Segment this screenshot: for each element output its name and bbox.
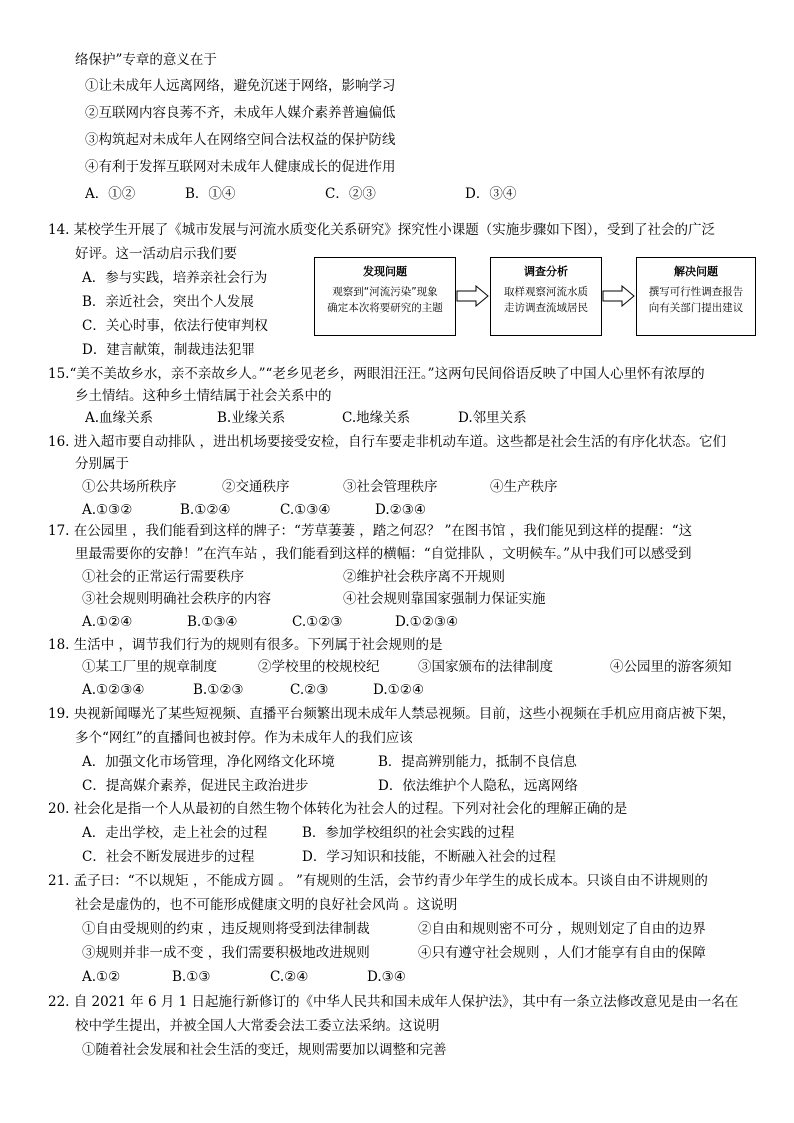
flow-box-line: 走访调查流域居民 <box>504 302 588 314</box>
flow-box-title: 调查分析 <box>524 265 568 278</box>
flow-arrow-icon <box>456 285 490 307</box>
q14-option-d: D．建言献策，制裁违法犯罪 <box>82 342 255 358</box>
q21-answer-b: B.①③ <box>172 969 211 985</box>
q18-option-2: ②学校里的校规校纪 <box>258 659 380 675</box>
q16-stem-line1: 16. 进入超市要自动排队 ，进出机场要接受安检，自行车要走非机动车道。这些都是社会生活的有序化状态。它们 <box>48 434 727 450</box>
q19-option-c: C．提高媒介素养，促进民主政治进步 <box>82 778 309 794</box>
q16-option-3: ③社会管理秩序 <box>343 479 438 495</box>
flow-box-title: 解决问题 <box>674 265 718 278</box>
q21-option-4: ④只有遵守社会规则 ，人们才能享有自由的保障 <box>418 945 706 961</box>
q13-option-3: ③构筑起对未成年人在网络空间合法权益的保护防线 <box>85 132 396 148</box>
q14-option-c: C．关心时事，依法行使审判权 <box>82 318 268 334</box>
q14-stem-line2: 好评。这一活动启示我们要 <box>75 246 237 262</box>
q16-option-4: ④生产秩序 <box>490 479 558 495</box>
q21-answer-c: C.②④ <box>270 969 309 985</box>
flow-box-line: 向有关部门提出建议 <box>648 302 744 314</box>
flow-box-analyze <box>490 257 602 336</box>
flow-box-discover <box>314 257 456 336</box>
q21-stem-line1: 21. 孟子曰：“不以规矩 ，不能成方圆 。 ”有规则的生活，会节约青少年学生的成长成本。只谈自由不讲规则的 <box>48 873 708 889</box>
flow-box-line: 撰写可行性调查报告 <box>648 286 744 298</box>
q15-answer-b: B.业缘关系 <box>217 410 286 426</box>
q18-option-3: ③国家颁布的法律制度 <box>418 659 553 675</box>
flow-box-line: 确定本次将要研究的主题 <box>327 302 443 314</box>
q22-stem-line1: 22. 自 2021 年 6 月 1 日起施行新修订的《中华人民共和国未成年人保护法》，其中有一条立法修改意见是由一名在 <box>48 994 739 1010</box>
q16-answer-a: A.①③② <box>82 502 133 518</box>
q13-answer-c: C．②③ <box>325 186 376 202</box>
q20-option-c: C．社会不断发展进步的过程 <box>82 849 255 865</box>
q15-answer-a: A.血缘关系 <box>85 410 154 426</box>
q17-option-3: ③社会规则明确社会秩序的内容 <box>82 591 271 607</box>
q16-option-1: ①公共场所秩序 <box>82 479 177 495</box>
q19-stem-line1: 19. 央视新闻曝光了某些短视频、直播平台频繁出现未成年人禁忌视频。目前，这些小视频在手机应用商店被下架， <box>48 706 736 722</box>
q18-option-4: ④公园里的游客须知 <box>610 659 732 675</box>
q14-stem-line1: 14. 某校学生开展了《城市发展与河流水质变化关系研究》探究性小课题（实施步骤如下图），受到了社会的广泛 <box>48 222 716 238</box>
q20-stem: 20. 社会化是指一个人从最初的自然生物个体转化为社会人的过程。下列对社会化的理解正确的是 <box>48 801 628 817</box>
flow-box-line: 观察到“河流污染”现象 <box>332 286 438 298</box>
q15-answer-c: C.地缘关系 <box>342 410 411 426</box>
flow-box-line: 取样观察河流水质 <box>504 286 588 298</box>
q17-answer-a: A.①②④ <box>82 614 133 630</box>
q18-answer-c: C.②③ <box>290 682 329 698</box>
q20-option-a: A．走出学校，走上社会的过程 <box>82 825 268 841</box>
q13-option-1: ①让未成年人远离网络，避免沉迷于网络，影响学习 <box>85 78 396 94</box>
q17-option-2: ②维护社会秩序离不开规则 <box>343 569 505 585</box>
q18-option-1: ①某工厂里的规章制度 <box>82 659 217 675</box>
q17-option-1: ①社会的正常运行需要秩序 <box>82 569 244 585</box>
q17-answer-c: C.①②③ <box>292 614 343 630</box>
q21-option-1: ①自由受规则的约束 ，违反规则将受到法律制裁 <box>82 921 370 937</box>
q22-option-1: ①随着社会发展和社会生活的变迁，规则需要加以调整和完善 <box>82 1042 447 1058</box>
q19-option-d: D．依法维护个人隐私，远离网络 <box>378 778 578 794</box>
q18-answer-d: D.①②④ <box>373 682 424 698</box>
q21-stem-line2: 社会是虚伪的，也不可能形成健康文明的良好社会风尚 。这说明 <box>75 897 458 913</box>
q15-stem-line1: 15.“美不美故乡水，亲不亲故乡人。”“老乡见老乡，两眼泪汪汪。”这两句民间俗语反映了中国人心里怀有浓厚的 <box>48 366 705 382</box>
flow-arrow-icon <box>602 285 636 307</box>
q14-option-a: A．参与实践，培养亲社会行为 <box>82 270 268 286</box>
q16-stem-line2: 分别属于 <box>75 456 129 472</box>
q16-answer-c: C.①③④ <box>280 502 331 518</box>
q13-stem-continuation: 络保护”专章的意义在于 <box>75 52 217 68</box>
q14-option-b: B．亲近社会，突出个人发展 <box>82 294 254 310</box>
q17-answer-b: B.①③④ <box>187 614 238 630</box>
q18-answer-a: A.①②③④ <box>82 682 145 698</box>
q21-option-3: ③规则并非一成不变 ，我们需要积极地改进规则 <box>82 945 370 961</box>
q19-stem-line2: 多个“网红”的直播间也被封停。作为未成年人的我们应该 <box>75 730 413 746</box>
flow-box-solve <box>636 257 756 336</box>
q19-option-a: A．加强文化市场管理，净化网络文化环境 <box>82 754 335 770</box>
q21-answer-d: D.③④ <box>367 969 406 985</box>
q17-answer-d: D.①②③④ <box>395 614 459 630</box>
q20-option-b: B．参加学校组织的社会实践的过程 <box>302 825 515 841</box>
q16-option-2: ②交通秩序 <box>222 479 290 495</box>
q15-stem-line2: 乡土情结。这种乡土情结属于社会关系中的 <box>75 388 332 404</box>
q18-stem: 18. 生活中 ，调节我们行为的规则有很多。下列属于社会规则的是 <box>48 637 443 653</box>
q13-answer-b: B．①④ <box>185 186 236 202</box>
q17-stem-line2: 里最需要你的安静！”在汽车站 ，我们能看到这样的横幅：“自觉排队 ，文明候车。”从中我们可以感受到 <box>75 546 692 562</box>
q21-option-2: ②自由和规则密不可分 ，规则划定了自由的边界 <box>418 921 706 937</box>
q13-option-2: ②互联网内容良莠不齐，未成年人媒介素养普遍偏低 <box>85 105 396 121</box>
q19-option-b: B．提高辨别能力，抵制不良信息 <box>378 754 577 770</box>
flow-box-title: 发现问题 <box>363 265 407 278</box>
q17-option-4: ④社会规则靠国家强制力保证实施 <box>343 591 546 607</box>
q20-option-d: D．学习知识和技能，不断融入社会的过程 <box>302 849 556 865</box>
q13-option-4: ④有利于发挥互联网对未成年人健康成长的促进作用 <box>85 159 396 175</box>
q15-answer-d: D.邻里关系 <box>458 410 527 426</box>
q22-stem-line2: 校中学生提出，并被全国人大常委会法工委立法采纳。这说明 <box>75 1018 440 1034</box>
q18-answer-b: B.①②③ <box>193 682 244 698</box>
q16-answer-d: D.②③④ <box>375 502 426 518</box>
q16-answer-b: B.①②④ <box>180 502 231 518</box>
q13-answer-a: A．①② <box>85 186 136 202</box>
q17-stem-line1: 17. 在公园里 ，我们能看到这样的牌子：“芳草萋萋 ，踏之何忍？ ”在图书馆 ，我们能见到这样的提醒：“这 <box>48 523 693 539</box>
q13-answer-d: D．③④ <box>465 186 517 202</box>
q21-answer-a: A.①② <box>82 969 121 985</box>
